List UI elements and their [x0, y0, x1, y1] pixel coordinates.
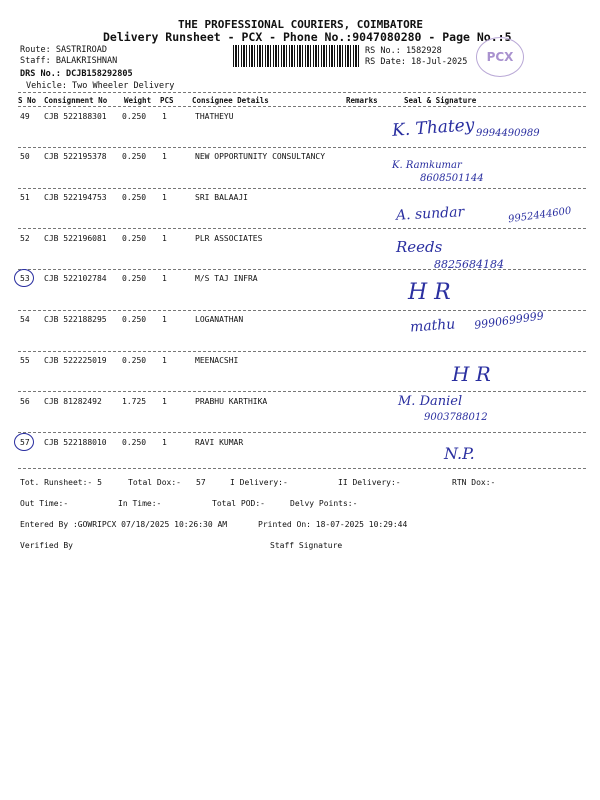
- total-dox-value: 57: [196, 478, 206, 487]
- row-consignment: CJB 522194753: [44, 193, 107, 202]
- row-divider: [18, 147, 586, 148]
- staff-signature: Staff Signature: [270, 541, 343, 550]
- col-header-pcs: PCS: [160, 96, 174, 105]
- row-sno: 56: [20, 397, 30, 406]
- row-consignee: MEENACSHI: [195, 356, 239, 365]
- row-consignee: THATHEYU: [195, 112, 234, 121]
- signature: M. Daniel: [398, 394, 463, 409]
- signature: K. Ramkumar: [392, 160, 462, 171]
- row-sno: 52: [20, 234, 30, 243]
- row-consignee: NEW OPPORTUNITY CONSULTANCY: [195, 152, 326, 161]
- row-consignment: CJB 81282492: [44, 397, 102, 406]
- runsheet-subtitle: Delivery Runsheet - PCX - Phone No.:9047080280 - Page No.:5: [103, 30, 512, 44]
- signature: K. Thatey: [391, 115, 476, 141]
- rs-date: RS Date: 18-Jul-2025: [365, 57, 468, 67]
- company-title: THE PROFESSIONAL COURIERS, COIMBATORE: [178, 18, 424, 31]
- row-pcs: 1: [162, 193, 167, 202]
- row-weight: 0.250: [122, 193, 147, 202]
- signature: mathu: [409, 316, 456, 336]
- col-header-weight: Weight: [124, 96, 152, 105]
- row-pcs: 1: [162, 356, 167, 365]
- row-pcs: 1: [162, 234, 167, 243]
- row-consignment: CJB 522195378: [44, 152, 107, 161]
- row-weight: 0.250: [122, 315, 147, 324]
- row-consignment: CJB 522188295: [44, 315, 107, 324]
- row-consignee: M/S TAJ INFRA: [195, 274, 258, 283]
- rs-number: RS No.: 1582928: [365, 46, 442, 56]
- signature-phone: 8608501144: [420, 173, 484, 184]
- entered-by: Entered By :GOWRIPCX 07/18/2025 10:26:30 AM: [20, 520, 228, 529]
- i-delivery: I Delivery:-: [230, 478, 288, 487]
- row-sno: 54: [20, 315, 30, 324]
- out-time: Out Time:-: [20, 499, 69, 508]
- verified-by: Verified By: [20, 541, 73, 550]
- row-divider: [18, 432, 586, 433]
- total-pod: Total POD:-: [212, 499, 265, 508]
- route-label: Route: SASTRIROAD: [20, 45, 107, 55]
- col-header-sno: S No: [18, 96, 37, 105]
- total-dox-label: Total Dox:-: [128, 478, 181, 487]
- drs-number: DRS No.: DCJB158292805: [20, 69, 133, 79]
- row-pcs: 1: [162, 397, 167, 406]
- signature: A. sundar: [395, 204, 465, 224]
- signature: Reeds: [396, 238, 443, 256]
- ii-delivery: II Delivery:-: [338, 478, 401, 487]
- row-weight: 0.250: [122, 274, 147, 283]
- row-consignee: SRI BALAAJI: [195, 193, 248, 202]
- row-weight: 0.250: [122, 234, 147, 243]
- row-consignee: PLR ASSOCIATES: [195, 234, 263, 243]
- signature: H R: [452, 362, 491, 386]
- divider: [18, 106, 586, 107]
- signature-phone: 9952444600: [507, 205, 573, 226]
- signature-phone: 9994490989: [476, 128, 540, 139]
- row-consignee: PRABHU KARTHIKA: [195, 397, 268, 406]
- col-header-consignee: Consignee Details: [192, 96, 269, 105]
- row-consignment: CJB 522188010: [44, 438, 107, 447]
- row-sno: 53: [20, 274, 30, 283]
- row-weight: 0.250: [122, 356, 147, 365]
- row-consignment: CJB 522188301: [44, 112, 107, 121]
- col-header-consignment: Consignment No: [44, 96, 108, 105]
- row-pcs: 1: [162, 438, 167, 447]
- divider: [18, 92, 586, 93]
- row-pcs: 1: [162, 112, 167, 121]
- row-sno: 49: [20, 112, 30, 121]
- signature-phone: 9003788012: [424, 412, 488, 423]
- barcode: [233, 45, 359, 67]
- row-divider: [18, 188, 586, 189]
- row-consignee: LOGANATHAN: [195, 315, 244, 324]
- row-pcs: 1: [162, 315, 167, 324]
- signature-phone: 9990699999: [473, 309, 545, 332]
- in-time: In Time:-: [118, 499, 162, 508]
- row-consignee: RAVI KUMAR: [195, 438, 244, 447]
- row-consignment: CJB 522225019: [44, 356, 107, 365]
- total-runsheet: Tot. Runsheet:- 5: [20, 478, 102, 487]
- row-consignment: CJB 522196081: [44, 234, 107, 243]
- printed-on: Printed On: 18-07-2025 10:29:44: [258, 520, 408, 529]
- row-pcs: 1: [162, 152, 167, 161]
- rtn-dox: RTN Dox:-: [452, 478, 496, 487]
- row-sno: 51: [20, 193, 30, 202]
- row-weight: 0.250: [122, 112, 147, 121]
- row-sno: 57: [20, 438, 30, 447]
- col-header-remarks: Remarks: [346, 96, 378, 105]
- row-pcs: 1: [162, 274, 167, 283]
- row-weight: 0.250: [122, 152, 147, 161]
- row-divider: [18, 228, 586, 229]
- vehicle-label: Vehicle: Two Wheeler Delivery: [26, 81, 175, 91]
- staff-label: Staff: BALAKRISHNAN: [20, 56, 118, 66]
- signature: N.P.: [444, 444, 475, 463]
- row-weight: 0.250: [122, 438, 147, 447]
- signature: H R: [408, 280, 451, 305]
- row-divider: [18, 310, 586, 311]
- col-header-seal-signature: Seal & Signature: [404, 96, 477, 105]
- row-consignment: CJB 522102784: [44, 274, 107, 283]
- row-sno: 50: [20, 152, 30, 161]
- signature-phone: 8825684184: [434, 258, 504, 271]
- company-stamp: PCX: [476, 37, 524, 77]
- row-sno: 55: [20, 356, 30, 365]
- row-divider: [18, 391, 586, 392]
- row-divider: [18, 468, 586, 469]
- row-divider: [18, 351, 586, 352]
- delvy-points: Delvy Points:-: [290, 499, 358, 508]
- row-weight: 1.725: [122, 397, 147, 406]
